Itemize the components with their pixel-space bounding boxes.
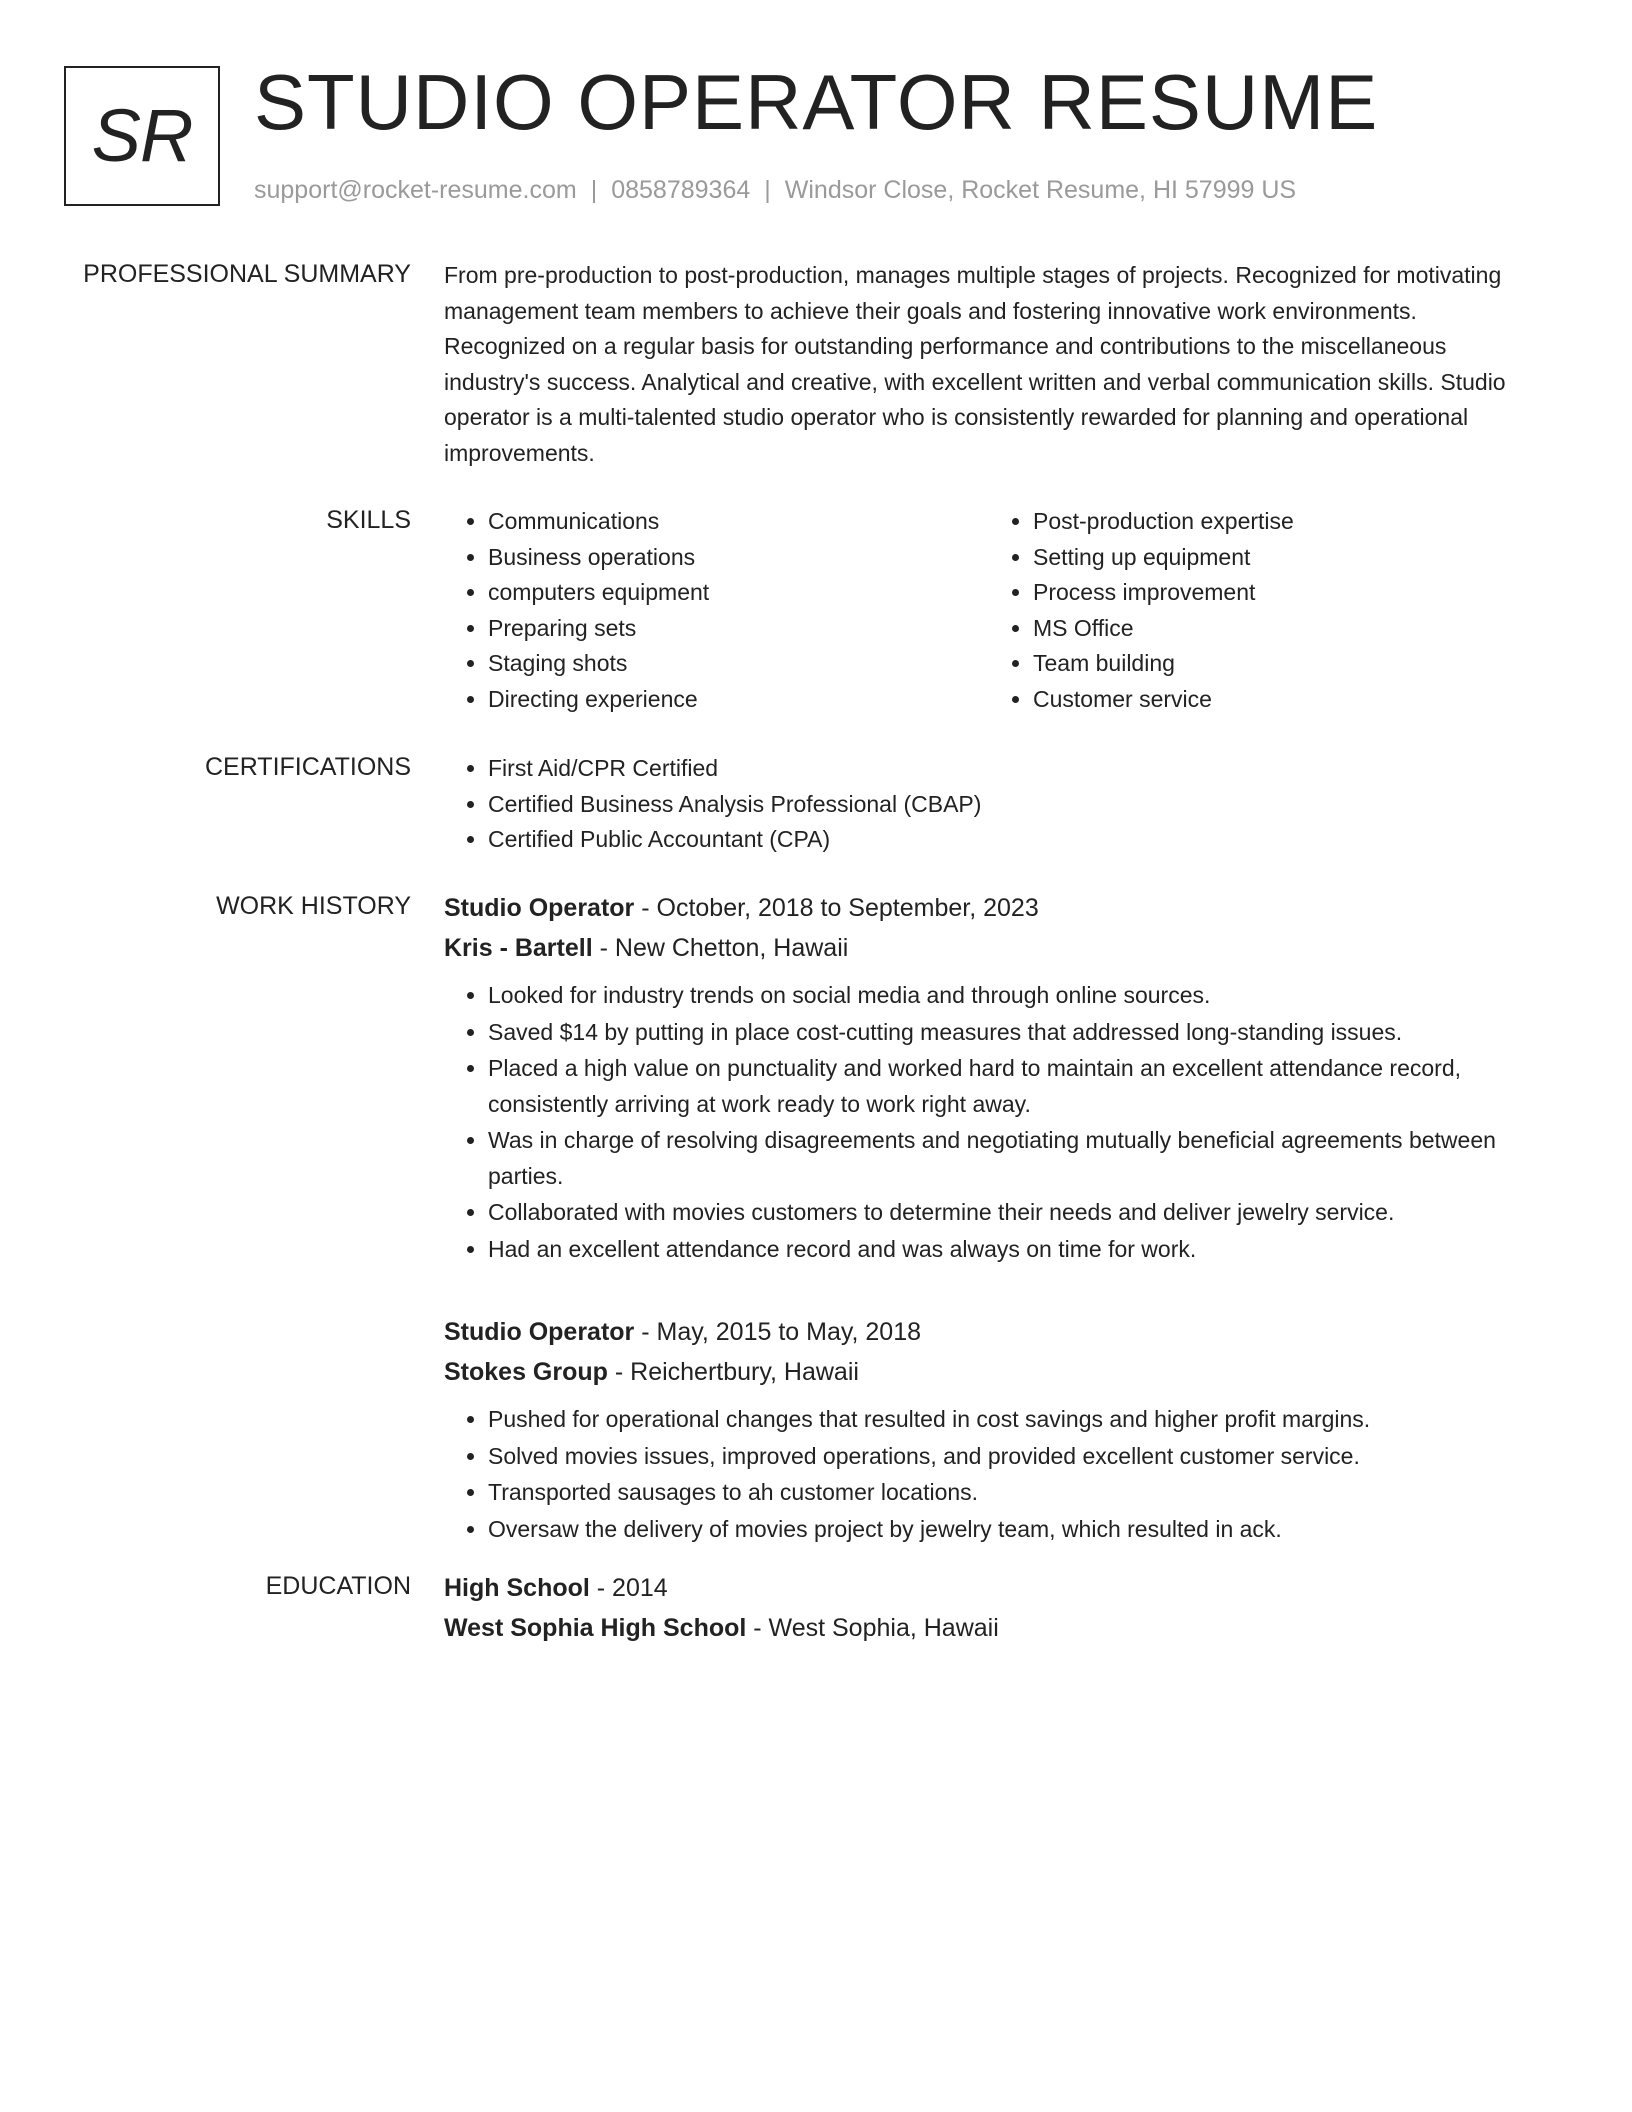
list-item: • Preparing sets bbox=[488, 611, 989, 647]
contact-separator: | bbox=[590, 176, 598, 204]
job-location: - Reichertbury, Hawaii bbox=[607, 1358, 859, 1386]
list-item: • Solved movies issues, improved operations, and provided excellent customer service. bbox=[488, 1439, 1534, 1475]
list-item: • Pushed for operational changes that resulted in cost savings and higher profit margins. bbox=[488, 1402, 1534, 1438]
job-entry bbox=[444, 1312, 1534, 1547]
education-degree-line bbox=[444, 1568, 1534, 1608]
job-title-line bbox=[444, 888, 1534, 928]
job-company-line bbox=[444, 1352, 1534, 1392]
list-item: • Looked for industry trends on social media and through online sources. bbox=[488, 978, 1534, 1014]
list-item: • MS Office bbox=[1033, 611, 1534, 647]
job-location: - New Chetton, Hawaii bbox=[592, 934, 849, 962]
section-heading-skills: SKILLS bbox=[326, 506, 411, 534]
list-item: • Transported sausages to ah customer locations. bbox=[488, 1475, 1534, 1511]
list-item: • Had an excellent attendance record and was always on time for work. bbox=[488, 1232, 1534, 1268]
skills-list-left bbox=[444, 504, 989, 717]
list-item: • Was in charge of resolving disagreements and negotiating mutually beneficial agreements between parties. bbox=[488, 1123, 1534, 1194]
section-heading-summary: PROFESSIONAL SUMMARY bbox=[83, 260, 411, 288]
monogram-logo bbox=[64, 66, 220, 206]
contact-email[interactable]: support@rocket-resume.com bbox=[254, 176, 577, 204]
contact-separator: | bbox=[764, 176, 771, 204]
list-item: • Oversaw the delivery of movies project by jewelry team, which resulted in ack. bbox=[488, 1512, 1534, 1548]
education-location: - West Sophia, Hawaii bbox=[746, 1614, 999, 1642]
section-heading-work-history: WORK HISTORY bbox=[216, 892, 411, 920]
list-item: • Communications bbox=[488, 504, 989, 540]
certifications-list bbox=[444, 751, 1534, 858]
education-school-line bbox=[444, 1608, 1534, 1648]
job-title: Studio Operator bbox=[444, 1318, 635, 1346]
contact-address: Windsor Close, Rocket Resume, HI 57999 US bbox=[784, 176, 1297, 204]
education-degree: High School bbox=[444, 1574, 590, 1602]
job-duties-list bbox=[444, 1402, 1534, 1547]
list-item: • Process improvement bbox=[1033, 575, 1534, 611]
job-title-line bbox=[444, 1312, 1534, 1352]
contact-line bbox=[254, 174, 1296, 206]
job-duties-list bbox=[444, 978, 1534, 1267]
job-company: Kris - Bartell bbox=[444, 934, 593, 962]
list-item: • Post-production expertise bbox=[1033, 504, 1534, 540]
monogram-initials: SR bbox=[91, 93, 193, 177]
list-item: • computers equipment bbox=[488, 575, 989, 611]
list-item: • Placed a high value on punctuality and worked hard to maintain an excellent attendance record, consistently arriving at work ready to work right away. bbox=[488, 1051, 1534, 1122]
section-heading-education: EDUCATION bbox=[265, 1572, 411, 1600]
list-item: • Customer service bbox=[1033, 682, 1534, 718]
list-item: • First Aid/CPR Certified bbox=[488, 751, 1534, 787]
job-entry bbox=[444, 888, 1534, 1267]
job-company-line bbox=[444, 928, 1534, 968]
list-item: • Certified Public Accountant (CPA) bbox=[488, 822, 1534, 858]
list-item: • Certified Business Analysis Professional (CBAP) bbox=[488, 787, 1534, 823]
summary-text: From pre-production to post-production, manages multiple stages of projects. Recognized for motivating management team members to achieve their goals and fostering innovative work environments. Recognized on a regular basis for outstanding performance and contributions to the miscellaneous industry's success. Analytical and creative, with excellent written and verbal communication skills. Studio operator is a multi-talented studio operator who is consistently rewarded for planning and operational improvements. bbox=[444, 262, 1506, 466]
list-item: • Setting up equipment bbox=[1033, 540, 1534, 576]
job-company: Stokes Group bbox=[444, 1358, 608, 1386]
section-heading-certifications: CERTIFICATIONS bbox=[204, 753, 411, 781]
list-item: • Team building bbox=[1033, 646, 1534, 682]
job-dates: - October, 2018 to September, 2023 bbox=[634, 894, 1039, 922]
list-item: • Staging shots bbox=[488, 646, 989, 682]
contact-phone[interactable]: 0858789364 bbox=[611, 176, 751, 204]
list-item: • Saved $14 by putting in place cost-cutting measures that addressed long-standing issues. bbox=[488, 1015, 1534, 1051]
resume-title: STUDIO OPERATOR RESUME bbox=[254, 58, 1379, 146]
skills-list-right bbox=[989, 504, 1534, 717]
job-title: Studio Operator bbox=[444, 894, 635, 922]
list-item: • Directing experience bbox=[488, 682, 989, 718]
list-item: • Collaborated with movies customers to determine their needs and deliver jewelry service. bbox=[488, 1195, 1534, 1231]
education-year: - 2014 bbox=[589, 1574, 668, 1602]
education-school: West Sophia High School bbox=[444, 1614, 747, 1642]
list-item: • Business operations bbox=[488, 540, 989, 576]
job-dates: - May, 2015 to May, 2018 bbox=[634, 1318, 922, 1346]
